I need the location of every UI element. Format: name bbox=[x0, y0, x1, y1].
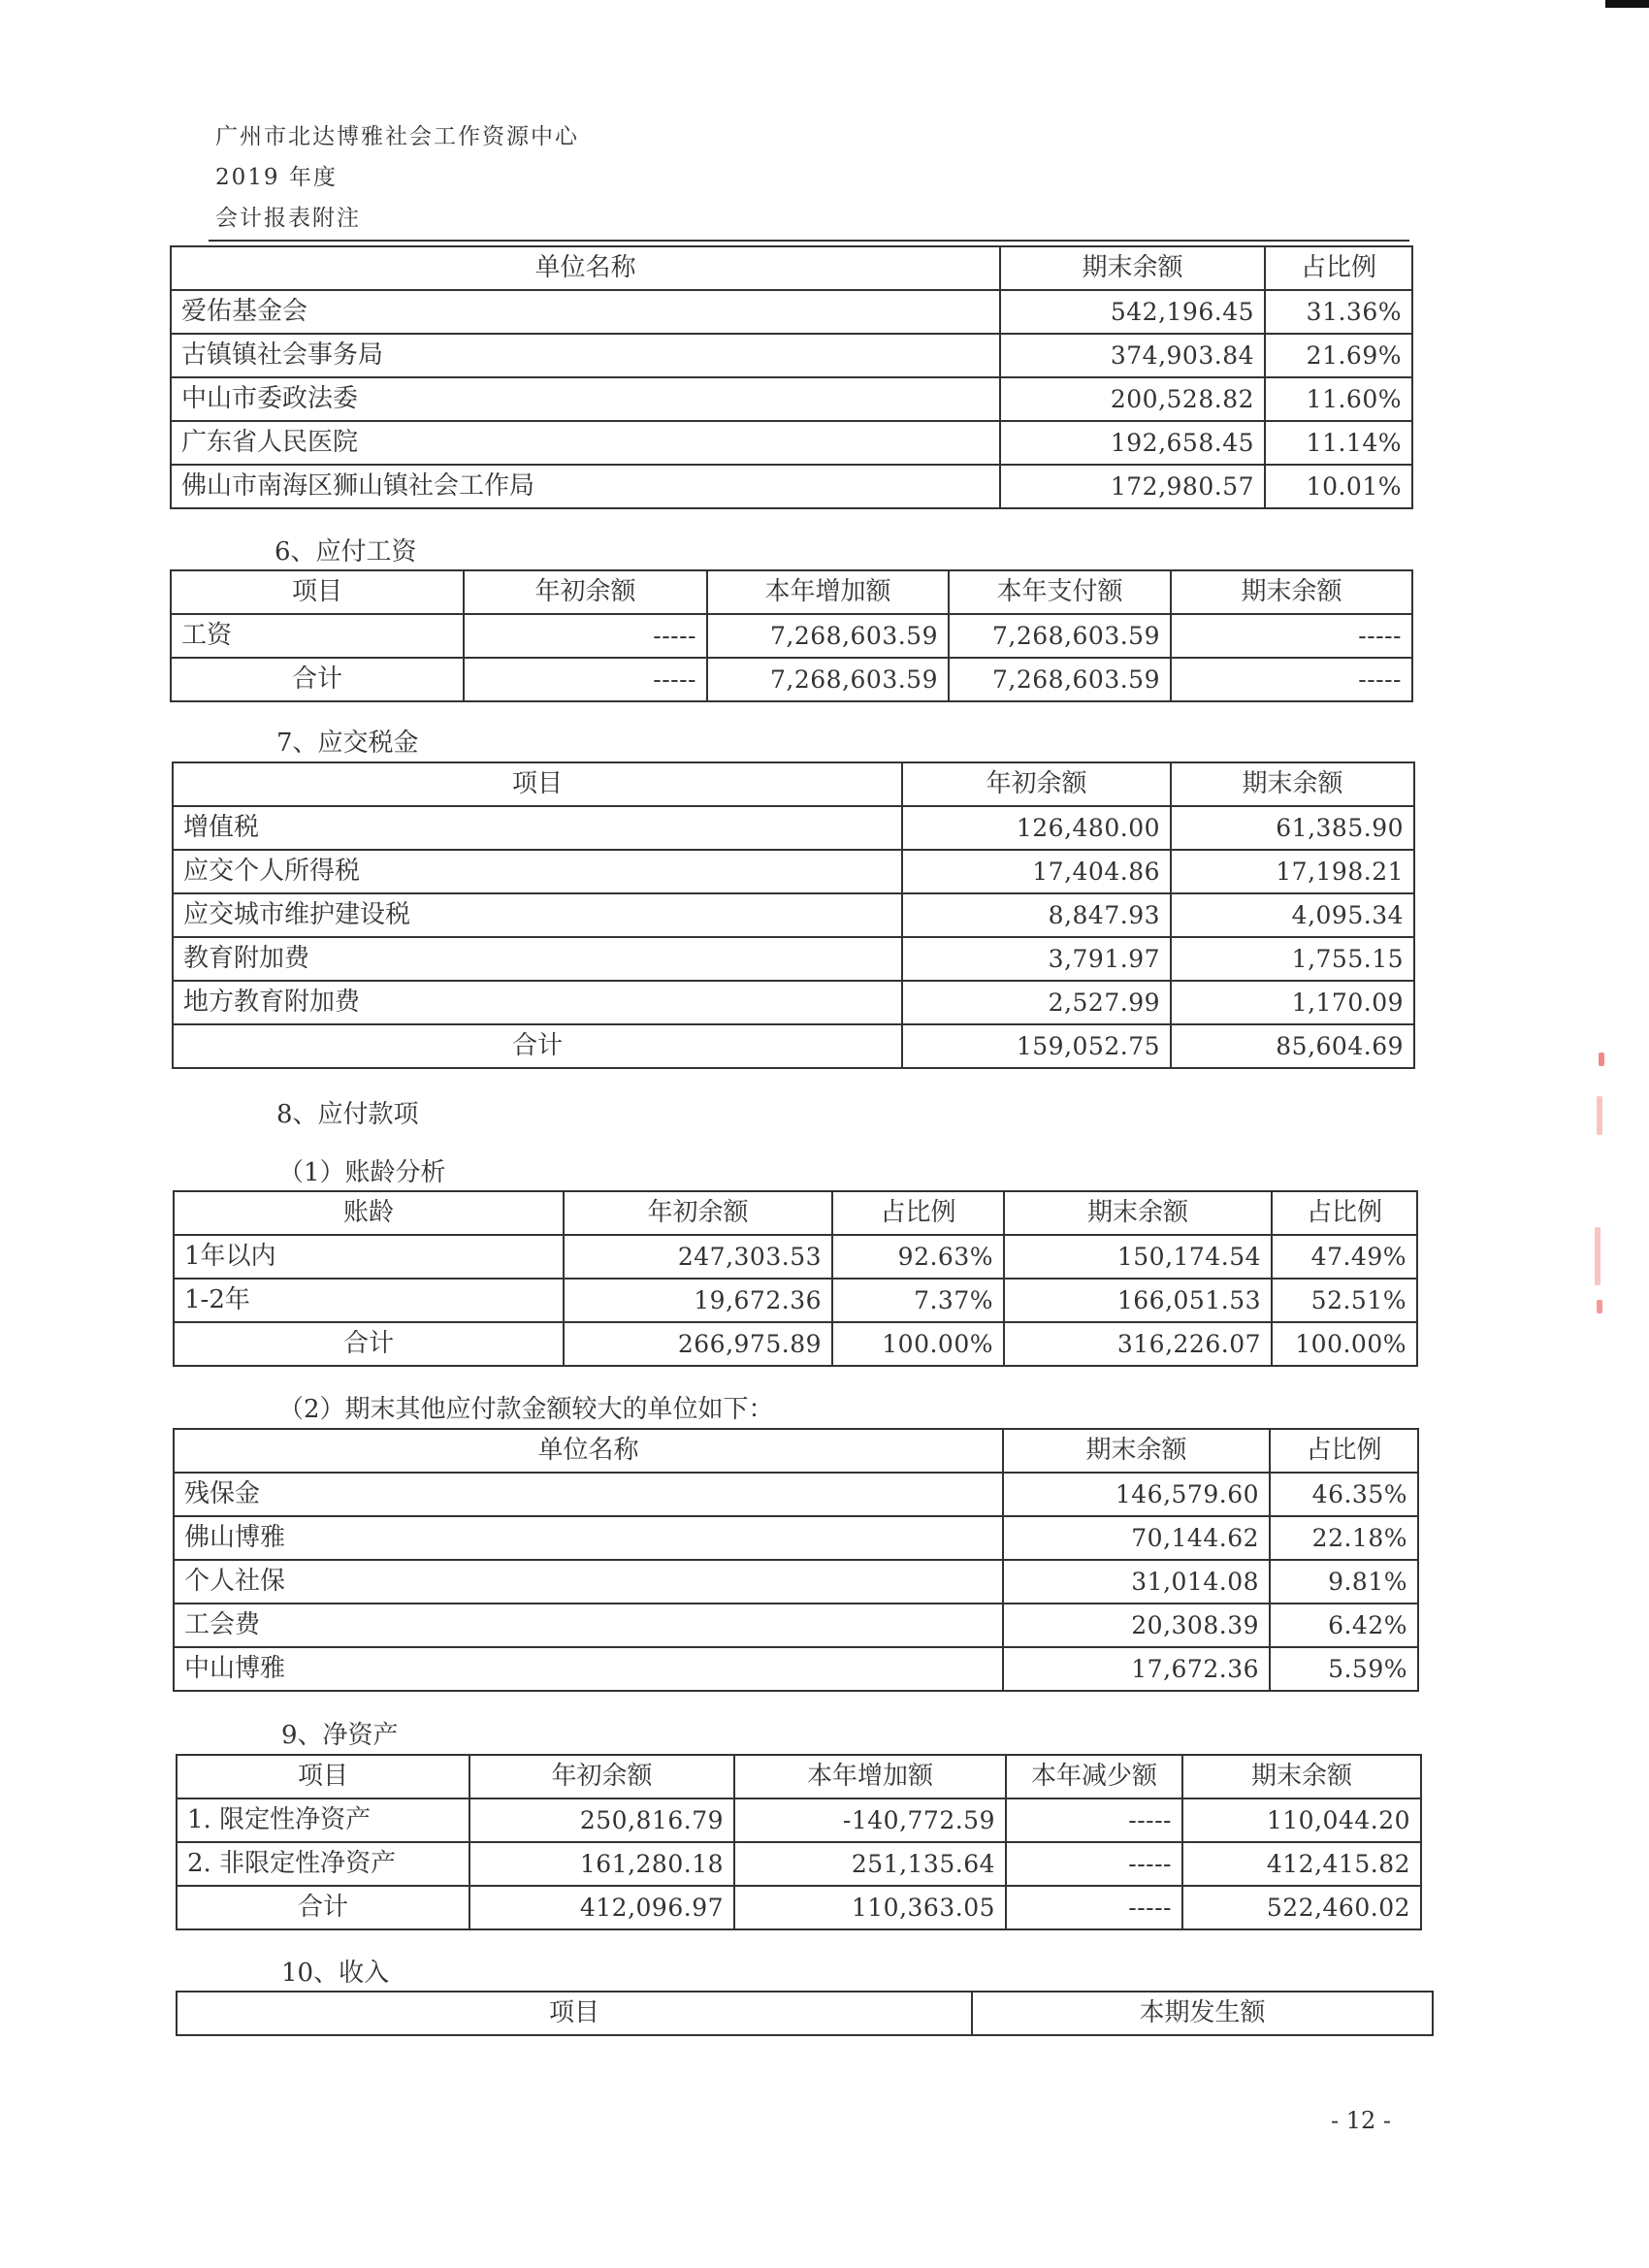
col-header: 项目 bbox=[177, 1755, 469, 1798]
col-header: 单位名称 bbox=[174, 1429, 1003, 1473]
cell: 1年以内 bbox=[174, 1235, 564, 1279]
revenue-table bbox=[176, 1991, 1434, 2036]
cell: 9.81% bbox=[1270, 1560, 1418, 1604]
col-header: 期末余额 bbox=[1171, 762, 1414, 806]
col-header: 占比例 bbox=[1272, 1191, 1417, 1235]
cell: 地方教育附加费 bbox=[173, 981, 902, 1024]
cell: 412,096.97 bbox=[469, 1886, 734, 1929]
cell: 20,308.39 bbox=[1003, 1604, 1270, 1647]
cell: 542,196.45 bbox=[1000, 290, 1265, 334]
table-header-row bbox=[174, 1429, 1418, 1473]
col-header: 本年减少额 bbox=[1006, 1755, 1182, 1798]
table-total-row bbox=[177, 1886, 1421, 1929]
cell: ----- bbox=[1006, 1886, 1182, 1929]
col-header: 年初余额 bbox=[564, 1191, 832, 1235]
cell: 100.00% bbox=[1272, 1322, 1417, 1366]
section-title-payables: 8、应付款项 bbox=[276, 1100, 419, 1129]
cell: 522,460.02 bbox=[1182, 1886, 1421, 1929]
col-header: 占比例 bbox=[1265, 246, 1412, 290]
cell: 17,198.21 bbox=[1171, 850, 1414, 893]
table-row bbox=[173, 893, 1414, 937]
table-row bbox=[171, 290, 1412, 334]
cell: 10.01% bbox=[1265, 465, 1412, 508]
table-header-row bbox=[174, 1191, 1417, 1235]
cell: 19,672.36 bbox=[564, 1279, 832, 1322]
cell: 31.36% bbox=[1265, 290, 1412, 334]
receivables-unit-table bbox=[170, 245, 1413, 509]
cell: 92.63% bbox=[832, 1235, 1004, 1279]
report-year: 2019 年度 bbox=[215, 165, 338, 190]
cell: 17,672.36 bbox=[1003, 1647, 1270, 1691]
cell: 个人社保 bbox=[174, 1560, 1003, 1604]
cell: 7,268,603.59 bbox=[949, 658, 1171, 701]
cell: 200,528.82 bbox=[1000, 377, 1265, 421]
seal-fragment bbox=[1595, 1227, 1600, 1285]
table-row bbox=[174, 1560, 1418, 1604]
col-header: 期末余额 bbox=[1171, 570, 1412, 614]
table-row bbox=[173, 806, 1414, 850]
table-header-row bbox=[177, 1755, 1421, 1798]
cell: 2. 非限定性净资产 bbox=[177, 1842, 469, 1886]
cell: 3,791.97 bbox=[902, 937, 1171, 981]
col-header: 占比例 bbox=[832, 1191, 1004, 1235]
cell: 应交个人所得税 bbox=[173, 850, 902, 893]
table-row bbox=[173, 937, 1414, 981]
table-row bbox=[174, 1279, 1417, 1322]
cell: 中山博雅 bbox=[174, 1647, 1003, 1691]
cell: ----- bbox=[464, 614, 707, 658]
cell: 31,014.08 bbox=[1003, 1560, 1270, 1604]
table-row bbox=[174, 1473, 1418, 1516]
table-row bbox=[171, 334, 1412, 377]
cell: 7,268,603.59 bbox=[949, 614, 1171, 658]
cell: 52.51% bbox=[1272, 1279, 1417, 1322]
col-header: 年初余额 bbox=[902, 762, 1171, 806]
seal-fragment bbox=[1597, 1096, 1602, 1135]
cell: 5.59% bbox=[1270, 1647, 1418, 1691]
cell: 159,052.75 bbox=[902, 1024, 1171, 1068]
cell: 合计 bbox=[173, 1024, 902, 1068]
cell: -140,772.59 bbox=[734, 1798, 1006, 1842]
col-header: 本年支付额 bbox=[949, 570, 1171, 614]
cell: 316,226.07 bbox=[1004, 1322, 1272, 1366]
payables-aging-table bbox=[173, 1190, 1418, 1367]
taxes-payable-table bbox=[172, 761, 1415, 1069]
table-total-row bbox=[174, 1322, 1417, 1366]
table-row bbox=[171, 614, 1412, 658]
cell: 8,847.93 bbox=[902, 893, 1171, 937]
cell: 85,604.69 bbox=[1171, 1024, 1414, 1068]
cell: 266,975.89 bbox=[564, 1322, 832, 1366]
doc-title: 会计报表附注 bbox=[215, 206, 361, 231]
col-header: 年初余额 bbox=[464, 570, 707, 614]
table-total-row bbox=[171, 658, 1412, 701]
table-row bbox=[174, 1604, 1418, 1647]
table-row bbox=[177, 1798, 1421, 1842]
cell: 4,095.34 bbox=[1171, 893, 1414, 937]
table-header-row bbox=[171, 570, 1412, 614]
cell: 合计 bbox=[174, 1322, 564, 1366]
cell: 教育附加费 bbox=[173, 937, 902, 981]
cell: 工会费 bbox=[174, 1604, 1003, 1647]
cell: 7,268,603.59 bbox=[707, 658, 949, 701]
section-title-net-assets: 9、净资产 bbox=[281, 1721, 399, 1750]
cell: 166,051.53 bbox=[1004, 1279, 1272, 1322]
cell: 146,579.60 bbox=[1003, 1473, 1270, 1516]
table-header-row bbox=[177, 1992, 1433, 2035]
cell: 合计 bbox=[171, 658, 464, 701]
cell: 21.69% bbox=[1265, 334, 1412, 377]
cell: 佛山博雅 bbox=[174, 1516, 1003, 1560]
col-header: 项目 bbox=[171, 570, 464, 614]
col-header: 期末余额 bbox=[1004, 1191, 1272, 1235]
cell: 残保金 bbox=[174, 1473, 1003, 1516]
cell: 合计 bbox=[177, 1886, 469, 1929]
cell: 150,174.54 bbox=[1004, 1235, 1272, 1279]
subsection-title-aging: （1）账龄分析 bbox=[278, 1158, 446, 1187]
cell: 7,268,603.59 bbox=[707, 614, 949, 658]
table-header-row bbox=[171, 246, 1412, 290]
wages-payable-table bbox=[170, 569, 1413, 702]
cell: 古镇镇社会事务局 bbox=[171, 334, 1000, 377]
col-header: 期末余额 bbox=[1000, 246, 1265, 290]
cell: 61,385.90 bbox=[1171, 806, 1414, 850]
section-title-wages: 6、应付工资 bbox=[275, 537, 417, 567]
cell: ----- bbox=[1171, 614, 1412, 658]
cell: 工资 bbox=[171, 614, 464, 658]
cell: 11.14% bbox=[1265, 421, 1412, 465]
doc-header bbox=[215, 116, 579, 239]
org-name: 广州市北达博雅社会工作资源中心 bbox=[215, 124, 579, 149]
cell: 佛山市南海区狮山镇社会工作局 bbox=[171, 465, 1000, 508]
cell: 1. 限定性净资产 bbox=[177, 1798, 469, 1842]
seal-fragment bbox=[1599, 1053, 1604, 1066]
section-title-revenue: 10、收入 bbox=[281, 1959, 390, 1988]
cell: ----- bbox=[1171, 658, 1412, 701]
cell: 192,658.45 bbox=[1000, 421, 1265, 465]
col-header: 项目 bbox=[173, 762, 902, 806]
header-rule bbox=[209, 240, 1409, 242]
table-row bbox=[171, 421, 1412, 465]
col-header: 本期发生额 bbox=[972, 1992, 1433, 2035]
cell: 1,755.15 bbox=[1171, 937, 1414, 981]
cell: 251,135.64 bbox=[734, 1842, 1006, 1886]
cell: ----- bbox=[464, 658, 707, 701]
col-header: 期末余额 bbox=[1003, 1429, 1270, 1473]
table-row bbox=[174, 1647, 1418, 1691]
table-row bbox=[174, 1235, 1417, 1279]
cell: 126,480.00 bbox=[902, 806, 1171, 850]
section-title-taxes: 7、应交税金 bbox=[276, 729, 419, 758]
col-header: 项目 bbox=[177, 1992, 972, 2035]
col-header: 本年增加额 bbox=[734, 1755, 1006, 1798]
cell: 161,280.18 bbox=[469, 1842, 734, 1886]
table-header-row bbox=[173, 762, 1414, 806]
cell: 1-2年 bbox=[174, 1279, 564, 1322]
cell: 110,044.20 bbox=[1182, 1798, 1421, 1842]
cell: 应交城市维护建设税 bbox=[173, 893, 902, 937]
cell: 爱佑基金会 bbox=[171, 290, 1000, 334]
cell: 110,363.05 bbox=[734, 1886, 1006, 1929]
col-header: 账龄 bbox=[174, 1191, 564, 1235]
table-row bbox=[177, 1842, 1421, 1886]
cell: 46.35% bbox=[1270, 1473, 1418, 1516]
net-assets-table bbox=[176, 1754, 1422, 1930]
cell: 中山市委政法委 bbox=[171, 377, 1000, 421]
page-number: - 12 - bbox=[1331, 2107, 1392, 2134]
cell: 250,816.79 bbox=[469, 1798, 734, 1842]
cell: 增值税 bbox=[173, 806, 902, 850]
col-header: 年初余额 bbox=[469, 1755, 734, 1798]
table-total-row bbox=[173, 1024, 1414, 1068]
col-header: 单位名称 bbox=[171, 246, 1000, 290]
cell: ----- bbox=[1006, 1798, 1182, 1842]
cell: 22.18% bbox=[1270, 1516, 1418, 1560]
table-row bbox=[171, 465, 1412, 508]
cell: 1,170.09 bbox=[1171, 981, 1414, 1024]
cell: ----- bbox=[1006, 1842, 1182, 1886]
cell: 247,303.53 bbox=[564, 1235, 832, 1279]
cell: 412,415.82 bbox=[1182, 1842, 1421, 1886]
cell: 374,903.84 bbox=[1000, 334, 1265, 377]
other-payables-table bbox=[173, 1428, 1419, 1692]
col-header: 占比例 bbox=[1270, 1429, 1418, 1473]
cell: 17,404.86 bbox=[902, 850, 1171, 893]
cell: 2,527.99 bbox=[902, 981, 1171, 1024]
cell: 6.42% bbox=[1270, 1604, 1418, 1647]
col-header: 本年增加额 bbox=[707, 570, 949, 614]
cell: 70,144.62 bbox=[1003, 1516, 1270, 1560]
table-row bbox=[173, 850, 1414, 893]
table-row bbox=[173, 981, 1414, 1024]
table-row bbox=[174, 1516, 1418, 1560]
cell: 广东省人民医院 bbox=[171, 421, 1000, 465]
cell: 172,980.57 bbox=[1000, 465, 1265, 508]
cell: 11.60% bbox=[1265, 377, 1412, 421]
subsection-title-other-payables: （2）期末其他应付款金额较大的单位如下： bbox=[278, 1395, 774, 1424]
cell: 7.37% bbox=[832, 1279, 1004, 1322]
seal-fragment bbox=[1597, 1300, 1602, 1313]
col-header: 期末余额 bbox=[1182, 1755, 1421, 1798]
table-row bbox=[171, 377, 1412, 421]
cell: 47.49% bbox=[1272, 1235, 1417, 1279]
scan-corner-mark bbox=[1605, 0, 1649, 8]
cell: 100.00% bbox=[832, 1322, 1004, 1366]
